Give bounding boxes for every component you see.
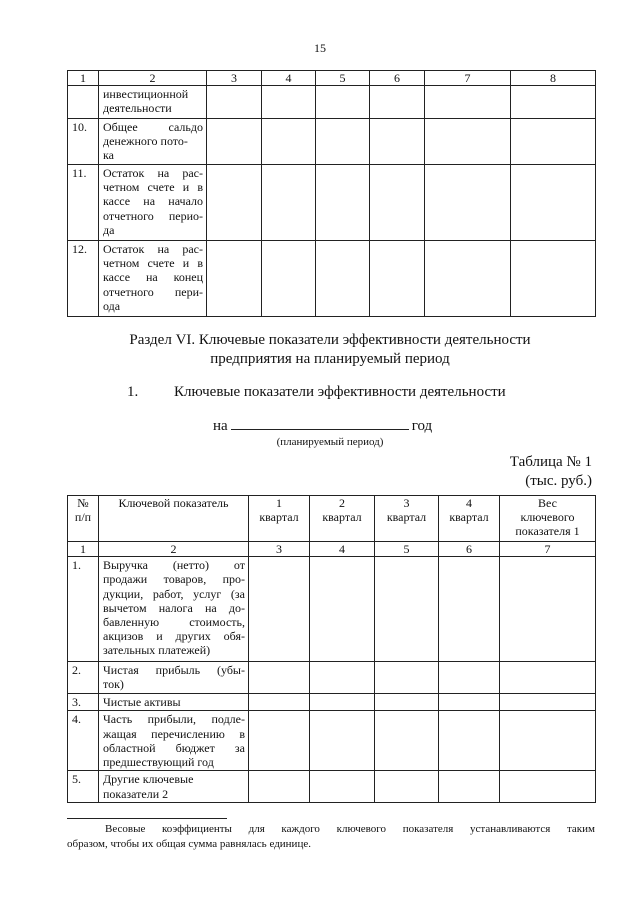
header-q3 [375, 496, 439, 542]
page-number: 15 [314, 41, 326, 55]
table-row [68, 662, 596, 694]
header-cell: 6 [370, 71, 425, 86]
row-label [99, 662, 249, 694]
header-text: квартал [322, 510, 362, 524]
table-row [68, 711, 596, 771]
table-row [68, 771, 596, 803]
row-number: 1. [68, 557, 99, 662]
kpi-table [67, 495, 596, 803]
row-label-line: четном счете и в [103, 180, 203, 195]
subsection-heading [127, 383, 607, 402]
subsection-number: 1. [127, 384, 139, 400]
row-label-line: Остаток на рас- [103, 166, 203, 180]
table-row [68, 557, 596, 662]
index-cell: 2 [99, 542, 249, 557]
section-title-line: Раздел VI. Ключевые показатели эффективности деятельности [129, 332, 531, 348]
header-q2 [310, 496, 375, 542]
index-cell: 4 [310, 542, 375, 557]
index-cell: 1 [68, 542, 99, 557]
row-label [99, 241, 207, 317]
row-label-line: акцизов и других обя- [103, 629, 245, 644]
period-blank [231, 415, 409, 430]
header-text: 3 [403, 496, 410, 510]
row-label [99, 86, 207, 119]
row-label-line: ток) [103, 677, 124, 692]
row-label [99, 711, 249, 771]
row-label [99, 165, 207, 241]
row-number [68, 86, 99, 119]
row-label-line: предшествующий год [103, 755, 214, 770]
table-row [68, 86, 596, 119]
row-number: 3. [68, 694, 99, 711]
row-label-line: продажи товаров, про- [103, 572, 245, 587]
row-number: 11. [68, 165, 99, 241]
header-text: п/п [74, 510, 92, 524]
period-prefix: на [213, 418, 228, 434]
row-label-line: кассе на конец [103, 270, 203, 285]
row-label-line: Чистые активы [103, 695, 181, 710]
row-label-line: ода [103, 298, 121, 313]
header-text: показателя 1 [515, 524, 580, 538]
period-line [213, 415, 432, 436]
row-number: 12. [68, 241, 99, 317]
row-label-line: инвестиционной [103, 87, 189, 101]
row-label-line: зательных платежей) [103, 643, 211, 658]
row-label-line: Другие ключевые [103, 772, 194, 787]
row-label-line: областной бюджет за [103, 740, 245, 755]
header-cell: 1 [68, 71, 99, 86]
section-title [60, 331, 600, 369]
row-number: 4. [68, 711, 99, 771]
header-text: 1 [276, 496, 282, 510]
row-label [99, 119, 207, 165]
cash-flow-table-continuation [67, 70, 596, 317]
index-cell: 3 [249, 542, 310, 557]
header-text: ключевого [520, 510, 575, 524]
header-cell: 5 [316, 71, 370, 86]
row-label-line: показатели 2 [103, 786, 169, 801]
header-weight [500, 496, 596, 542]
row-label-line: ка [103, 148, 114, 163]
row-label [99, 771, 249, 803]
row-label-line: Общее сальдо [103, 120, 203, 134]
row-label-line: бавленную стоимость, [103, 615, 245, 630]
header-cell: 3 [207, 71, 262, 86]
header-cell: 8 [511, 71, 596, 86]
row-label-line: Чистая прибыль (убы- [103, 663, 245, 678]
row-number: 10. [68, 119, 99, 165]
header-q1 [249, 496, 310, 542]
header-text: Ключевой показатель [118, 496, 229, 510]
header-text: квартал [259, 510, 299, 524]
header-text: квартал [386, 510, 427, 524]
header-cell: 4 [262, 71, 316, 86]
footnote [67, 822, 595, 852]
row-label-line: жащая перечислению в [103, 726, 245, 741]
kpi-header-row [68, 496, 596, 542]
table-label: Таблица № 1 [509, 454, 592, 470]
row-label-line: Выручка (нетто) от [103, 558, 245, 573]
table-row [68, 119, 596, 165]
subsection-title: Ключевые показатели эффективности деятельности [174, 384, 506, 400]
table-row [68, 165, 596, 241]
footnote-line: Весовые коэффициенты для каждого ключевого показателя устанавливаются таким [105, 823, 595, 835]
row-label [99, 694, 249, 711]
index-cell: 5 [375, 542, 439, 557]
table-header-row [68, 71, 596, 86]
header-text: 4 [466, 496, 472, 510]
header-num [68, 496, 99, 542]
header-text: 2 [339, 496, 345, 510]
period-suffix: год [411, 418, 433, 434]
index-cell: 6 [439, 542, 500, 557]
header-q4 [439, 496, 500, 542]
row-label-line: четном счете и в [103, 256, 203, 271]
footnote-line: образом, чтобы их общая сумма равнялась единице. [67, 838, 311, 850]
row-label-line: денежного пото- [103, 134, 188, 149]
row-label-line: отчетного пери- [103, 284, 203, 299]
header-text: № [77, 496, 89, 510]
section-title-line: предприятия на планируемый период [210, 351, 450, 367]
table-units: (тыс. руб.) [525, 473, 592, 489]
kpi-index-row [68, 542, 596, 557]
row-label-line: вычетом налога на до- [103, 600, 245, 615]
row-number: 2. [68, 662, 99, 694]
table-row [68, 694, 596, 711]
header-text: Вес [538, 496, 557, 510]
row-label-line: отчетного перио- [103, 208, 203, 223]
row-number: 5. [68, 771, 99, 803]
footnote-divider [67, 818, 227, 819]
header-cell: 7 [425, 71, 511, 86]
header-indicator [99, 496, 249, 542]
row-label-line: дукции, работ, услуг (за [103, 586, 245, 601]
period-caption: (планируемый период) [276, 436, 384, 448]
row-label-line: Остаток на рас- [103, 242, 203, 256]
row-label-line: кассе на начало [103, 194, 203, 209]
header-cell: 2 [99, 71, 207, 86]
row-label-line: Часть прибыли, подле- [103, 712, 245, 727]
index-cell: 7 [500, 542, 596, 557]
row-label-line: деятельности [103, 101, 172, 116]
row-label-line: да [103, 222, 115, 237]
header-text: квартал [449, 510, 489, 524]
table-row [68, 241, 596, 317]
row-label [99, 557, 249, 662]
